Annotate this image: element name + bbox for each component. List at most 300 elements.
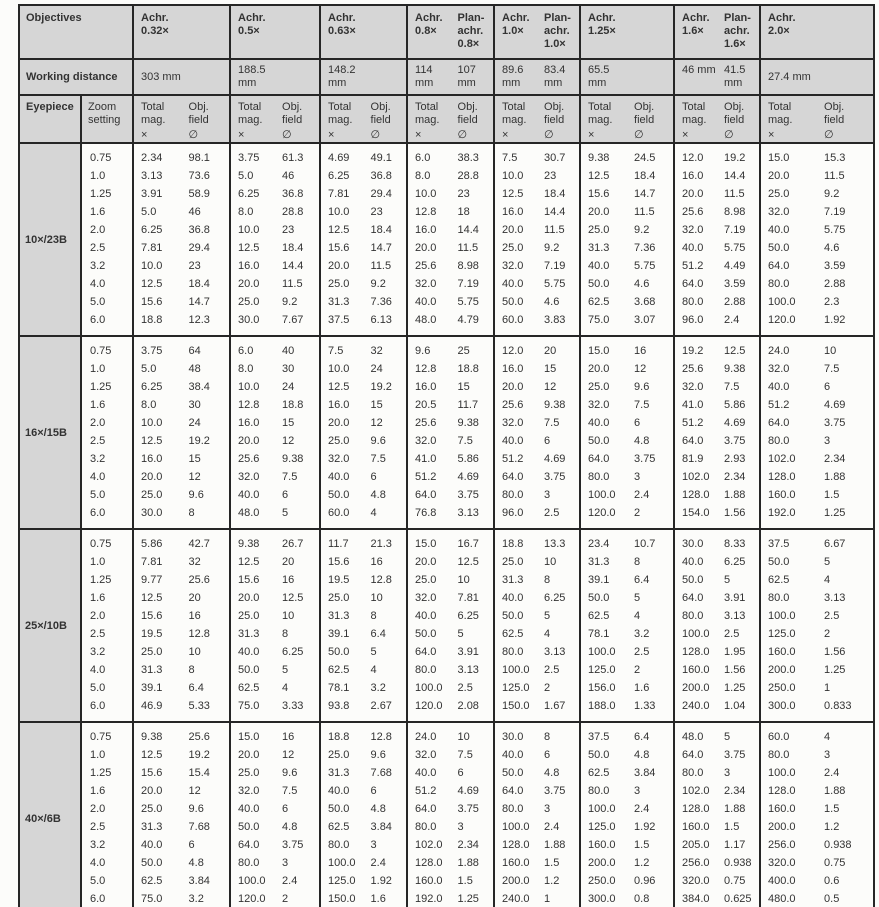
total-mag-value: 25.0 <box>238 610 260 622</box>
total-mag-value: 50.0 <box>415 628 437 640</box>
obj-field-value: 7.5 <box>457 749 473 761</box>
total-mag-value: 25.0 <box>141 489 163 501</box>
working-distance-cell <box>760 59 874 95</box>
mag-field-cell <box>674 661 760 679</box>
mag-field-cell <box>133 571 230 589</box>
zoom-setting-value: 5.0 <box>81 872 133 890</box>
obj-field-value: 7.36 <box>370 296 392 308</box>
total-mag-value: 12.5 <box>141 592 163 604</box>
total-mag-value: 205.0 <box>682 839 710 851</box>
mag-field-cell <box>494 468 580 486</box>
mag-field-cell <box>407 432 494 450</box>
zoom-setting-value: 6.0 <box>81 890 133 907</box>
mag-field-cell <box>230 203 320 221</box>
mag-field-cell <box>760 661 874 679</box>
total-mag-value: 60.0 <box>328 507 350 519</box>
mag-field-cell <box>407 143 494 167</box>
mag-field-cell <box>230 311 320 336</box>
total-mag-value: 102.0 <box>768 453 796 465</box>
mag-field-cell <box>133 275 230 293</box>
data-row <box>19 872 874 890</box>
mag-field-cell <box>580 504 674 529</box>
obj-field-value: 3.75 <box>544 785 566 797</box>
mag-field-cell <box>407 257 494 275</box>
data-row <box>19 143 874 167</box>
obj-field-value: 0.75 <box>824 857 846 869</box>
working-distance-value: 27.4 mm <box>768 70 811 83</box>
mag-field-cell <box>760 504 874 529</box>
total-mag-value: 32.0 <box>588 399 610 411</box>
mag-field-cell <box>230 872 320 890</box>
total-mag-value: 19.5 <box>141 628 163 640</box>
obj-field-value: 3.33 <box>282 700 304 712</box>
total-mag-value: 64.0 <box>588 453 610 465</box>
obj-field-value: 4.8 <box>282 821 298 833</box>
obj-field-header <box>182 101 230 142</box>
total-mag-value: 31.3 <box>588 242 610 254</box>
mag-field-cell <box>230 378 320 396</box>
obj-field-value: 23 <box>370 206 383 218</box>
mag-field-cell <box>230 643 320 661</box>
mag-field-cell <box>494 239 580 257</box>
total-mag-value: 125.0 <box>502 682 530 694</box>
mag-field-cell <box>760 378 874 396</box>
total-mag-value: 25.0 <box>768 188 790 200</box>
obj-field-value: 10.7 <box>634 538 656 550</box>
total-mag-value: 48.0 <box>238 507 260 519</box>
total-mag-value: 8.0 <box>238 206 254 218</box>
total-mag-value: 51.2 <box>415 471 437 483</box>
mag-field-cell <box>320 239 407 257</box>
total-mag-value: 16.0 <box>415 381 437 393</box>
obj-field-value: 15 <box>282 417 295 429</box>
total-mag-header <box>134 101 182 142</box>
mag-field-cell <box>494 311 580 336</box>
obj-field-value: 15 <box>544 363 557 375</box>
obj-field-value: 38.3 <box>457 152 479 164</box>
total-mag-value: 3.75 <box>238 152 260 164</box>
mag-field-cell <box>494 221 580 239</box>
mag-field-cell <box>580 432 674 450</box>
total-mag-value: 31.3 <box>328 296 350 308</box>
obj-field-value: 6.25 <box>724 556 746 568</box>
obj-field-value: 73.6 <box>188 170 210 182</box>
obj-field-value: 9.2 <box>634 224 650 236</box>
objective-header-cell <box>580 5 674 59</box>
mag-field-cell <box>494 746 580 764</box>
mag-field-cell <box>674 239 760 257</box>
obj-field-value: 1 <box>544 893 551 905</box>
mag-field-cell <box>320 504 407 529</box>
total-mag-value: 50.0 <box>502 296 524 308</box>
data-row <box>19 643 874 661</box>
total-mag-value: 15.6 <box>141 610 163 622</box>
obj-field-value: 7.5 <box>457 435 473 447</box>
total-mag-value: 50.0 <box>588 435 610 447</box>
mag-field-cell <box>760 553 874 571</box>
obj-field-header-unit: ∅ <box>724 129 734 141</box>
data-row <box>19 746 874 764</box>
mag-field-cell <box>230 275 320 293</box>
total-mag-value: 51.2 <box>502 453 524 465</box>
zoom-setting-value: 6.0 <box>81 311 133 336</box>
mag-field-cell <box>760 432 874 450</box>
objective-title: Achr. 0.32× <box>141 12 169 37</box>
mag-field-cell <box>674 486 760 504</box>
obj-field-value: 16 <box>370 556 383 568</box>
obj-field-value: 12.3 <box>188 314 210 326</box>
mag-field-cell <box>580 203 674 221</box>
mag-field-cell <box>494 167 580 185</box>
mag-field-cell <box>760 486 874 504</box>
column-subheader-cell <box>320 95 407 143</box>
mag-field-cell <box>760 746 874 764</box>
mag-field-cell <box>760 625 874 643</box>
mag-field-cell <box>407 360 494 378</box>
mag-field-cell <box>580 661 674 679</box>
mag-field-cell <box>407 553 494 571</box>
mag-field-cell <box>760 836 874 854</box>
total-mag-value: 3.91 <box>141 188 163 200</box>
total-mag-value: 15.6 <box>141 296 163 308</box>
total-mag-value: 31.3 <box>141 664 163 676</box>
total-mag-value: 20.0 <box>328 417 350 429</box>
data-row <box>19 800 874 818</box>
mag-field-cell <box>230 589 320 607</box>
obj-field-value: 20 <box>188 592 201 604</box>
mag-field-cell <box>494 336 580 360</box>
total-mag-value: 120.0 <box>415 700 443 712</box>
mag-field-cell <box>320 800 407 818</box>
mag-field-cell <box>494 504 580 529</box>
total-mag-value: 6.25 <box>141 224 163 236</box>
column-subheader-cell <box>674 95 760 143</box>
obj-field-value: 2.3 <box>824 296 840 308</box>
mag-field-cell <box>760 872 874 890</box>
mag-field-cell <box>320 360 407 378</box>
total-mag-value: 15.0 <box>238 731 260 743</box>
mag-field-cell <box>580 275 674 293</box>
mag-field-cell <box>494 679 580 697</box>
mag-field-cell <box>674 275 760 293</box>
obj-field-value: 5 <box>282 507 289 519</box>
zoom-setting-value: 4.0 <box>81 661 133 679</box>
obj-field-value: 4 <box>370 664 377 676</box>
total-mag-value: 62.5 <box>328 664 350 676</box>
obj-field-value: 9.38 <box>457 417 479 429</box>
obj-field-header-label: Obj. field <box>544 101 565 126</box>
mag-field-cell <box>674 414 760 432</box>
obj-field-value: 29.4 <box>188 242 210 254</box>
total-mag-value: 39.1 <box>328 628 350 640</box>
mag-field-cell <box>580 143 674 167</box>
mag-field-cell <box>320 293 407 311</box>
total-mag-value: 25.6 <box>682 363 704 375</box>
obj-field-value: 1.25 <box>824 507 846 519</box>
mag-field-cell <box>674 625 760 643</box>
obj-field-value: 7.5 <box>282 785 298 797</box>
mag-field-cell <box>320 872 407 890</box>
zoom-setting-value: 1.0 <box>81 553 133 571</box>
mag-field-cell <box>494 432 580 450</box>
obj-field-value: 19.2 <box>370 381 392 393</box>
column-subheader-cell <box>760 95 874 143</box>
obj-field-value: 6 <box>544 749 551 761</box>
obj-field-value: 3.2 <box>370 682 386 694</box>
total-mag-value: 256.0 <box>682 857 710 869</box>
obj-field-header-label: Obj. field <box>370 101 391 126</box>
mag-field-cell <box>674 360 760 378</box>
mag-field-cell <box>320 782 407 800</box>
obj-field-value: 3.59 <box>724 278 746 290</box>
mag-field-cell <box>133 625 230 643</box>
total-mag-value: 25.0 <box>588 381 610 393</box>
obj-field-value: 4.8 <box>634 749 650 761</box>
mag-field-cell <box>230 143 320 167</box>
total-mag-value: 51.2 <box>682 260 704 272</box>
working-distance-row <box>19 59 874 95</box>
obj-field-value: 15 <box>457 381 470 393</box>
obj-field-value: 3.91 <box>457 646 479 658</box>
total-mag-value: 100.0 <box>502 664 530 676</box>
working-distance-value: 107 mm <box>457 64 476 89</box>
mag-field-cell <box>580 818 674 836</box>
zoom-setting-value: 1.25 <box>81 185 133 203</box>
mag-field-cell <box>230 722 320 746</box>
mag-field-cell <box>674 311 760 336</box>
data-row <box>19 782 874 800</box>
total-mag-value: 31.3 <box>328 767 350 779</box>
obj-field-value: 3 <box>457 821 464 833</box>
total-mag-header <box>231 101 275 142</box>
obj-field-value: 7.67 <box>282 314 304 326</box>
total-mag-value: 102.0 <box>415 839 443 851</box>
obj-field-value: 0.8 <box>634 893 650 905</box>
obj-field-value: 1.88 <box>457 857 479 869</box>
zoom-setting-value: 2.0 <box>81 800 133 818</box>
total-mag-value: 160.0 <box>588 839 616 851</box>
total-mag-value: 40.0 <box>502 435 524 447</box>
mag-field-cell <box>580 529 674 553</box>
obj-field-header <box>537 101 579 142</box>
column-subheader-cell <box>580 95 674 143</box>
total-mag-value: 64.0 <box>502 785 524 797</box>
mag-field-cell <box>494 396 580 414</box>
obj-field-value: 3 <box>724 767 731 779</box>
mag-field-cell <box>407 185 494 203</box>
total-mag-value: 60.0 <box>768 731 790 743</box>
total-mag-value: 41.0 <box>682 399 704 411</box>
obj-field-value: 4.69 <box>457 471 479 483</box>
obj-field-value: 38.4 <box>188 381 210 393</box>
obj-field-value: 0.6 <box>824 875 840 887</box>
mag-field-cell <box>230 360 320 378</box>
obj-field-value: 4.79 <box>457 314 479 326</box>
obj-field-value: 2 <box>824 628 831 640</box>
obj-field-value: 9.6 <box>370 435 386 447</box>
total-mag-value: 20.0 <box>238 749 260 761</box>
total-mag-value: 20.5 <box>415 399 437 411</box>
obj-field-value: 20 <box>544 345 557 357</box>
total-mag-value: 64.0 <box>682 278 704 290</box>
mag-field-cell <box>230 800 320 818</box>
mag-field-cell <box>580 257 674 275</box>
obj-field-value: 4 <box>824 731 831 743</box>
total-mag-value: 64.0 <box>768 417 790 429</box>
column-subheader-cell <box>230 95 320 143</box>
mag-field-cell <box>494 185 580 203</box>
obj-field-value: 2.4 <box>544 821 560 833</box>
obj-field-value: 5 <box>457 628 464 640</box>
objectives-label: Objectives <box>19 5 133 59</box>
mag-field-cell <box>494 529 580 553</box>
obj-field-value: 5 <box>544 610 551 622</box>
mag-field-cell <box>674 800 760 818</box>
mag-field-cell <box>760 336 874 360</box>
obj-field-value: 10 <box>282 610 295 622</box>
mag-field-cell <box>230 553 320 571</box>
data-row <box>19 239 874 257</box>
mag-field-cell <box>494 854 580 872</box>
total-mag-value: 40.0 <box>682 556 704 568</box>
total-mag-value: 12.5 <box>141 278 163 290</box>
data-row <box>19 275 874 293</box>
obj-field-value: 9.2 <box>544 242 560 254</box>
total-mag-value: 32.0 <box>238 785 260 797</box>
mag-field-cell <box>580 890 674 907</box>
obj-field-header-label: Obj. field <box>457 101 478 126</box>
total-mag-value: 128.0 <box>415 857 443 869</box>
obj-field-value: 3.75 <box>824 417 846 429</box>
mag-field-cell <box>320 432 407 450</box>
total-mag-header-label: Total mag. <box>502 101 527 126</box>
total-mag-value: 80.0 <box>588 471 610 483</box>
obj-field-value: 8 <box>282 628 289 640</box>
mag-field-cell <box>320 450 407 468</box>
obj-field-value: 5 <box>370 646 377 658</box>
total-mag-value: 200.0 <box>768 664 796 676</box>
objective-title: Plan-achr. 1.0× <box>544 12 571 50</box>
mag-field-cell <box>407 450 494 468</box>
obj-field-value: 6 <box>282 489 289 501</box>
total-mag-value: 25.0 <box>415 574 437 586</box>
mag-field-cell <box>760 782 874 800</box>
total-mag-value: 12.8 <box>415 363 437 375</box>
total-mag-value: 16.0 <box>238 260 260 272</box>
obj-field-value: 98.1 <box>188 152 210 164</box>
mag-field-cell <box>320 722 407 746</box>
obj-field-value: 12.5 <box>724 345 746 357</box>
mag-field-cell <box>320 854 407 872</box>
total-mag-value: 300.0 <box>588 893 616 905</box>
obj-field-value: 6.67 <box>824 538 846 550</box>
obj-field-header-unit: ∅ <box>634 129 644 141</box>
total-mag-value: 32.0 <box>768 363 790 375</box>
mag-field-cell <box>674 293 760 311</box>
objective-header-cell <box>407 5 494 59</box>
obj-field-value: 1.88 <box>724 489 746 501</box>
mag-field-cell <box>133 185 230 203</box>
obj-field-value: 0.5 <box>824 893 840 905</box>
obj-field-value: 5.86 <box>457 453 479 465</box>
total-mag-value: 100.0 <box>588 489 616 501</box>
obj-field-value: 1.88 <box>824 785 846 797</box>
total-mag-value: 24.0 <box>768 345 790 357</box>
total-mag-value: 188.0 <box>588 700 616 712</box>
obj-field-value: 2.88 <box>724 296 746 308</box>
mag-field-cell <box>674 336 760 360</box>
total-mag-value: 7.81 <box>141 556 163 568</box>
mag-field-cell <box>133 643 230 661</box>
total-mag-value: 41.0 <box>415 453 437 465</box>
total-mag-header <box>581 101 627 142</box>
working-distance-value: 41.5 mm <box>724 64 746 89</box>
total-mag-header <box>408 101 451 142</box>
obj-field-header-label: Obj. field <box>824 101 845 126</box>
total-mag-value: 100.0 <box>238 875 266 887</box>
obj-field-value: 19.2 <box>724 152 746 164</box>
total-mag-value: 50.0 <box>238 664 260 676</box>
total-mag-value: 200.0 <box>768 821 796 833</box>
total-mag-value: 128.0 <box>768 785 796 797</box>
total-mag-value: 12.8 <box>415 206 437 218</box>
total-mag-value: 125.0 <box>588 664 616 676</box>
total-mag-value: 40.0 <box>328 471 350 483</box>
obj-field-value: 9.38 <box>544 399 566 411</box>
mag-field-cell <box>760 221 874 239</box>
working-distance-value: 188.5 mm <box>238 64 266 89</box>
working-distance-cell <box>230 59 320 95</box>
total-mag-value: 50.0 <box>502 610 524 622</box>
total-mag-value: 40.0 <box>415 767 437 779</box>
mag-field-cell <box>230 746 320 764</box>
obj-field-value: 1.17 <box>724 839 746 851</box>
total-mag-value: 120.0 <box>588 507 616 519</box>
total-mag-value: 100.0 <box>415 682 443 694</box>
total-mag-value: 20.0 <box>141 785 163 797</box>
obj-field-value: 1.2 <box>634 857 650 869</box>
zoom-setting-value: 4.0 <box>81 468 133 486</box>
zoom-setting-value: 6.0 <box>81 504 133 529</box>
obj-field-value: 6 <box>824 381 831 393</box>
mag-field-cell <box>494 818 580 836</box>
total-mag-value: 12.5 <box>328 381 350 393</box>
total-mag-value: 40.0 <box>328 785 350 797</box>
obj-field-value: 29.4 <box>370 188 392 200</box>
total-mag-value: 40.0 <box>588 417 610 429</box>
obj-field-value: 5.86 <box>724 399 746 411</box>
obj-field-value: 14.7 <box>370 242 392 254</box>
working-distance-cell <box>674 59 760 95</box>
total-mag-value: 15.6 <box>588 188 610 200</box>
total-mag-value: 10.0 <box>415 188 437 200</box>
total-mag-value: 9.77 <box>141 574 163 586</box>
total-mag-value: 80.0 <box>502 803 524 815</box>
mag-field-cell <box>494 203 580 221</box>
mag-field-cell <box>407 872 494 890</box>
zoom-setting-value: 0.75 <box>81 529 133 553</box>
mag-field-cell <box>580 167 674 185</box>
obj-field-value: 3.13 <box>544 646 566 658</box>
mag-field-cell <box>674 468 760 486</box>
obj-field-value: 4.8 <box>634 435 650 447</box>
total-mag-value: 96.0 <box>682 314 704 326</box>
mag-field-cell <box>230 486 320 504</box>
mag-field-cell <box>320 486 407 504</box>
zoom-setting-value: 5.0 <box>81 679 133 697</box>
obj-field-value: 1 <box>824 682 831 694</box>
total-mag-value: 10.0 <box>328 363 350 375</box>
